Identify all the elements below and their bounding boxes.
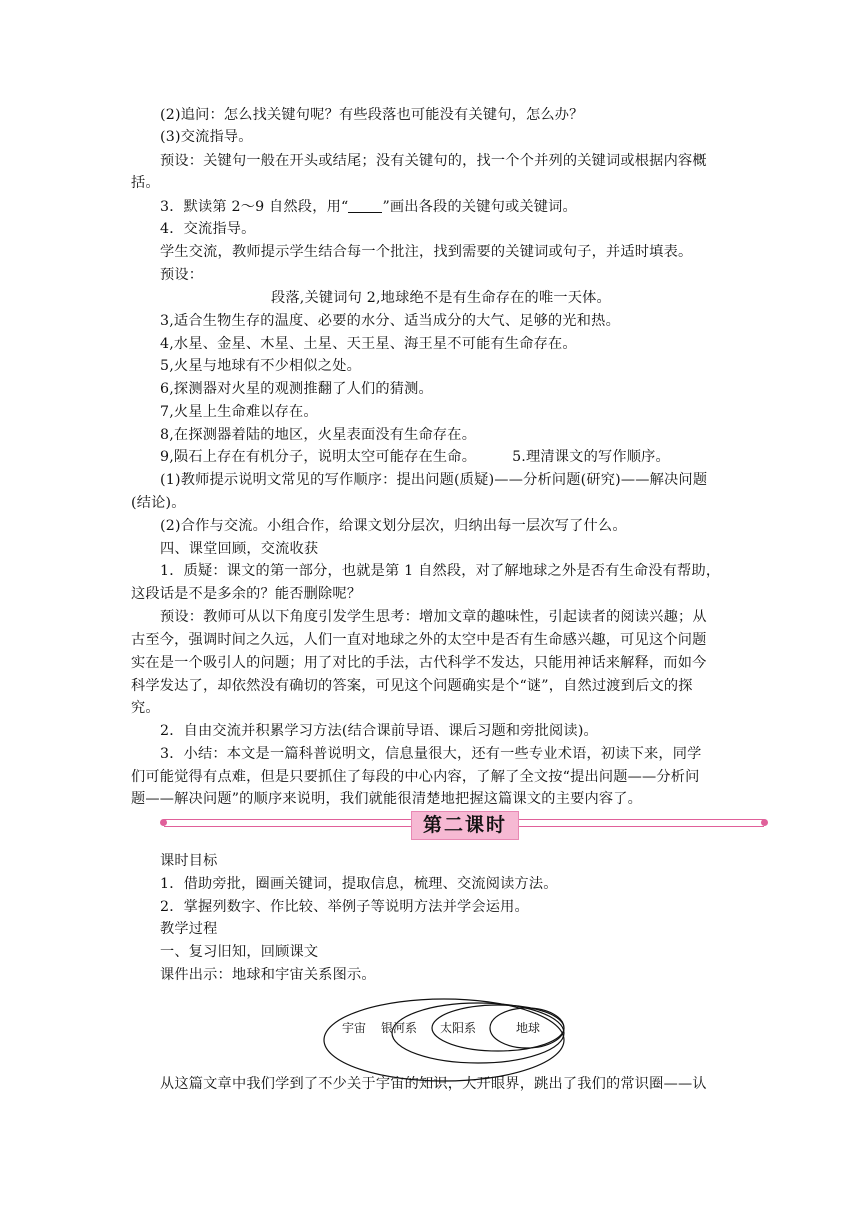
section-heading: 课时目标 (160, 853, 218, 869)
diagram-label: 宇宙 (342, 1021, 367, 1035)
text-line: 预设：教师可从以下角度引发学生思考：增加文章的趣味性，引起读者的阅读兴趣；从 (160, 609, 707, 625)
section-divider (160, 812, 768, 838)
table-row: 8,在探测器着陆的地区，火星表面没有生命存在。 (160, 427, 477, 443)
table-row: 4,水星、金星、木星、土星、天王星、海王星不可能有生命存在。 (160, 336, 577, 352)
text-line: (结论)。 (131, 495, 186, 511)
diagram-label: 银河系 (381, 1021, 418, 1035)
text-line: 古至今，强调时间之久远，人们一直对地球之外的太空中是否有生命感兴趣，可见这个问题 (131, 632, 707, 648)
text-line (160, 196, 577, 218)
diagram-label: 太阳系 (440, 1021, 477, 1035)
underline-blank (348, 198, 382, 213)
text-line: 预设：关键句一般在开头或结尾；没有关键句的，找一个个并列的关键词或根据内容概 (160, 153, 707, 169)
text-line: 3．小结：本文是一篇科普说明文，信息量很大，还有一些专业术语，初读下来，同学 (160, 746, 702, 762)
section-title: 第二课时 (411, 811, 519, 840)
text-fragment: 9,陨石上存在有机分子，说明太空可能存在生命。 (160, 449, 477, 465)
text-line: (1)教师提示说明文常见的写作顺序：提出问题(质疑)——分析问题(研究)——解决问题 (160, 472, 708, 488)
section-heading: 一、复习旧知，回顾课文 (160, 944, 319, 960)
table-row: 6,探测器对火星的观测推翻了人们的猜测。 (160, 381, 433, 397)
text-line: 科学发达了，却依然没有确切的答案，可见这个问题确实是个“谜”，自然过渡到后文的探 (131, 678, 693, 694)
section-heading: 四、课堂回顾，交流收获 (160, 541, 319, 557)
text-line: 们可能觉得有点难，但是只要抓住了每段的中心内容，了解了全文按“提出问题——分析问 (131, 769, 700, 785)
text-line: 从这篇文章中我们学到了不少关于宇宙的知识，大开眼界，跳出了我们的常识圈——认 (160, 1076, 707, 1092)
universe-diagram (322, 997, 568, 1083)
table-row (160, 446, 670, 468)
section-heading: 教学过程 (160, 921, 218, 937)
text-fragment: 3．默读第 2～9 自然段，用“ (160, 199, 349, 215)
text-line: 学生交流，教师提示学生结合每一个批注，找到需要的关键词或句子，并适时填表。 (160, 244, 693, 260)
text-line: 1．质疑：课文的第一部分，也就是第 1 自然段，对了解地球之外是否有生命没有帮助， (160, 563, 721, 579)
universe-ellipse (324, 999, 564, 1081)
divider-dot (160, 819, 167, 826)
table-row: 段落,关键词句 2,地球绝不是有生命存在的唯一天体。 (271, 290, 611, 306)
text-line: (2)追问：怎么找关键句呢？有些段落也可能没有关键句，怎么办？ (160, 107, 584, 123)
text-line: 2．自由交流并积累学习方法(结合课前导语、课后习题和旁批阅读)。 (160, 723, 598, 739)
text-line: 课件出示：地球和宇宙关系图示。 (160, 967, 376, 983)
diagram-label: 地球 (516, 1021, 541, 1035)
text-line: 究。 (131, 700, 160, 716)
text-line: 1．借助旁批，圈画关键词，提取信息，梳理、交流阅读方法。 (160, 876, 558, 892)
table-row: 5,火星与地球有不少相似之处。 (160, 358, 361, 374)
text-line: 这段话是不是多余的？能否删除呢？ (131, 586, 362, 602)
text-fragment: ”画出各段的关键句或关键词。 (382, 199, 577, 215)
text-line: 4．交流指导。 (160, 221, 256, 237)
text-line: 实在是一个吸引人的问题；用了对比的手法，古代科学不发达，只能用神话来解释，而如今 (131, 655, 707, 671)
text-line: 预设： (160, 267, 204, 283)
text-line: 2．掌握列数字、作比较、举例子等说明方法并学会运用。 (160, 899, 529, 915)
table-row: 3,适合生物生存的温度、必要的水分、适当成分的大气、足够的光和热。 (160, 313, 620, 329)
text-fragment: 5.理清课文的写作顺序。 (512, 449, 670, 465)
text-line: 括。 (131, 175, 160, 191)
text-line: (2)合作与交流。小组合作，给课文划分层次，归纳出每一层次写了什么。 (160, 518, 627, 534)
text-line: 题——解决问题”的顺序来说明，我们就能很清楚地把握这篇课文的主要内容了。 (131, 791, 643, 807)
divider-dot (761, 819, 768, 826)
table-row: 7,火星上生命难以存在。 (160, 404, 318, 420)
text-line: (3)交流指导。 (160, 129, 253, 145)
